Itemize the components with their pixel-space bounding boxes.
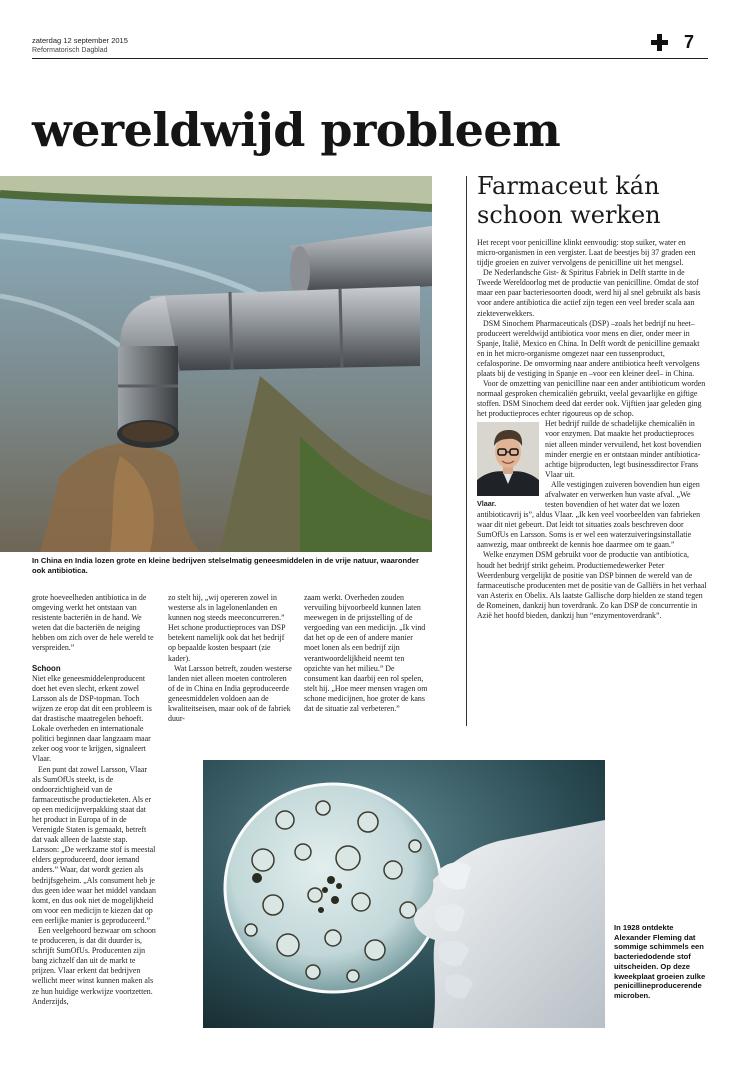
paragraph: Wat Larsson betreft, zouden westerse landen niet alleen moeten controleren of de in China en India geproduceerde geneesmiddelen voldoen aan de kwaliteitseisen, maar ook of de fabriek duur-: [168, 663, 292, 724]
newspaper-name: Reformatorisch Dagblad: [32, 47, 108, 54]
subhead-schoon: Schoon: [32, 663, 61, 673]
paragraph: DSM Sinochem Pharmaceuticals (DSP) –zoals het bedrijf nu heet– produceert wereldwijd antibiotica voor mens en dier, onder meer in Spanje, Italië, Mexico en China. In Delft wordt de penicilline gemaakt en in het micro-organisme omgezet naar een tussenproduct, cefalosporine. De omvorming naar andere antibiotica heeft vervolgens plaats bij de vestiging in Spanje en –voor een kleiner deel– in China.: [477, 318, 700, 379]
article-column-1: [32, 593, 156, 1007]
paragraph: Het bedrijf ruilde de schadelijke chemicaliën in voor enzymen. Dat maakte het productieproces niet alleen minder vervuilend, het kost bovendien minder energie en er ontstaan minder antibiotica-achtige bijproducten, legt businessdirector Frans Vlaar uit.: [545, 419, 702, 479]
issue-date: zaterdag 12 september 2015: [32, 36, 128, 45]
paragraph: De Nederlandsche Gist- & Spiritus Fabriek in Delft startte in de Tweede Wereldoorlog met de productie van penicilline. Omdat de stof maar een paar bacteriesoorten doodt, werd hij al snel gebruikt als basis voor andere antibiotica die actief zijn tegen een veel breder scala aan ziekteverwekkers.: [477, 268, 701, 318]
page-headline: wereldwijd probleem: [32, 103, 561, 157]
photo-dish-caption: In 1928 ontdekte Alexander Fleming dat sommige schimmels een bacteriedodende stof uitscheiden. Op deze kweekplaat groeien zulke penicillineproducerende microben.: [614, 923, 706, 1000]
paragraph: Voor de omzetting van penicilline naar een ander antibioticum worden normaal gesproken chemicaliën gebruikt, veelal gevaarlijke en giftige stoffen. DSM Sinochem deed dat eerder ook. Vijftien jaar geleden ging het productieproces echter rigoureus op de schop.: [477, 379, 706, 419]
page-number: 7: [684, 32, 695, 52]
article-column-2: [168, 593, 294, 724]
paragraph: zo stelt hij, „wij opereren zowel in westerse als in lagelonenlanden en kunnen nog steeds meeconcurreren.” Het schone productieproces van DSP betekent namelijk ook dat het bedrijf op bepaalde kosten bespaart (zie kader).: [168, 593, 286, 663]
paragraph: Niet elke geneesmiddelenproducent doet het even slecht, erkent zowel Larsson als de DSP-topman. Toch wijzen ze erop dat dit een probleem is dat drastische maatregelen behoeft. Lokale overheden en internationale politici beginnen daar langzaam maar zeker oog voor te krijgen, signaleert Vlaar.: [32, 673, 152, 764]
paragraph: Het recept voor penicilline klinkt eenvoudig: stop suiker, water en micro-organismen in een vergister. Laat de beestjes bij 37 graden een tijdje groeien en zuiver vervolgens de penicilline uit het mengsel.: [477, 238, 696, 268]
cross-icon: [651, 34, 668, 51]
portrait-caption: Vlaar.: [477, 499, 497, 509]
article-column-3: [304, 593, 430, 714]
paragraph: Alle vestigingen zuiveren bovendien hun eigen afvalwater en verwerken hun vaste afval. „We testen bovendien of het water dat we lozen antibioticavrij is”, aldus Vlaar. „Ik ken veel voorbeelden van fabrieken waar dit niet gebeurt. Dat leidt tot situaties zoals beschreven door SumOfUs en Larsson. Soms is er wel een waterzuiveringsinstallatie aanwezig, maar ontbreekt de kennis hoe daarmee om te gaan.”: [477, 479, 701, 550]
sidebar-body: [477, 238, 707, 621]
paragraph: Een punt dat zowel Larsson, Vlaar als SumOfUs steekt, is de ondoorzichtigheid van de farmaceutische productieketen. Als er op een medicijnverpakking staat dat het product in Europa of in de Verenigde Staten is gemaakt, betreft dat vaak alleen de laatste stap. Larsson: „De werkzame stof is meestal elders geproduceerd, door iemand anders.” Waar, dat wordt gezien als bedrijfsgeheim. „Als consument heb je dus geen idee waar het middel vandaan komt, en dus ook niet de mogelijkheid om voor een medicijn te kiezen dat op een eerlijke manier is geproduceerd.”: [32, 764, 157, 925]
header-divider: [32, 58, 708, 59]
photo-pipe-caption: In China en India lozen grote en kleine bedrijven stelselmatig geneesmiddelen in de vrije natuur, waaronder ook antibiotica.: [32, 556, 419, 575]
photo-pipe-discharge: [0, 176, 432, 552]
portrait-frans-vlaar: [477, 422, 539, 509]
paragraph: zaam werkt. Overheden zouden vervuiling bijvoorbeeld kunnen laten meewegen in de prijsstelling of de vergoeding van een medicijn. „Ik vind dat het op de een of andere manier moet lonen als een bedrijf zijn verantwoordelijkheid neemt ten opzichte van het milieu.” De consument kan daarbij een rol spelen, stelt hij. „Hoe meer mensen vragen om schone medicijnen, hoe groter de kans dat de situatie zal verbeteren.”: [304, 593, 428, 714]
paragraph: Een veelgehoord bezwaar om schoon te produceren, is dat dit duurder is, schrijft SumOfUs. Producenten zijn bang zichzelf dan uit de markt te prijzen. Vlaar erkent dat bedrijven wellicht meer winst kunnen maken als ze hun huidige werkwijze voortzetten. Anderzijds,: [32, 926, 156, 1006]
photo-petri-dish: [203, 760, 605, 1028]
paragraph: grote hoeveelheden antibiotica in de omgeving werkt het ontstaan van resistente bacteriën in de hand. We weten dat die bacteriën de neiging hebben om zich over de hele wereld te verspreiden.”: [32, 593, 154, 653]
paragraph: Welke enzymen DSM gebruikt voor de productie van antibiotica, houdt het bedrijf strikt geheim. Productiemedewerker Peter Weerdenburg vergelijkt de positie van DSP binnen de wereld van de farmaceutische producenten met de positie van de Galliërs in het verhaal van Asterix en Obelix. Als laatste Gallische dorp hielden ze stand tegen de Romeinen, dankzij hun toverdrank. Zo kan DSP de concurrentie in Azië het hoofd bieden, dankzij hun “enzymentoverdrank”.: [477, 550, 707, 620]
sidebar-title: Farmaceut kán schoon werken: [477, 172, 661, 229]
sidebar-divider: [466, 176, 467, 726]
